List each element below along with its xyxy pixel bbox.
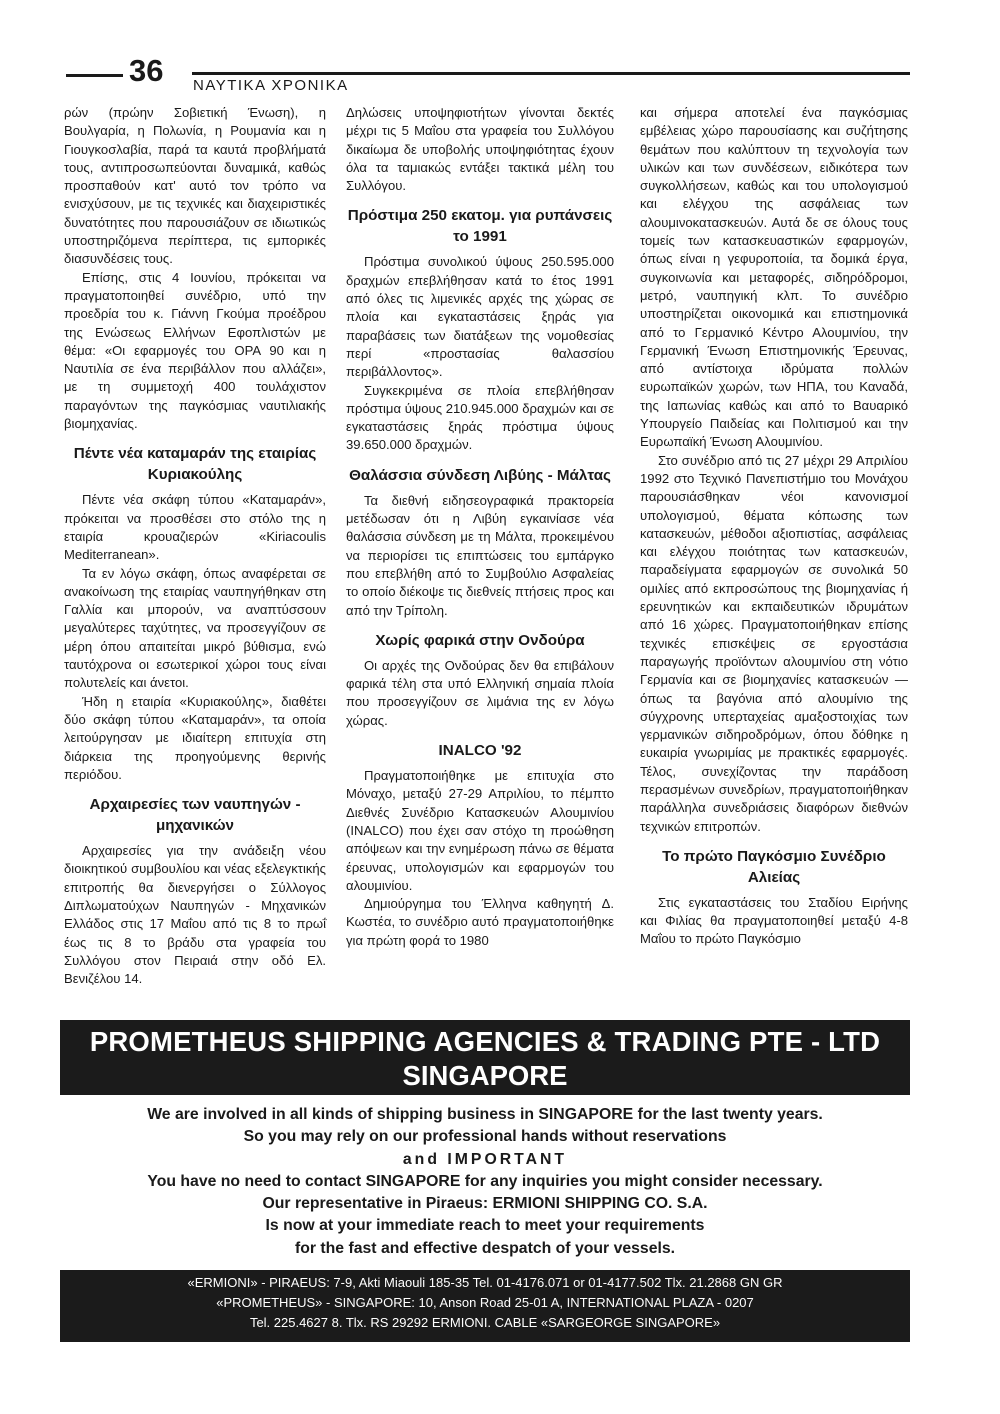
paragraph: Στο συνέδριο από τις 27 μέχρι 29 Απριλίου 1992 στο Τεχνικό Πανεπιστήμιο του Μονάχου παρουσιάσθηκαν νέοι κανονισμοί υπολογισμού, θέματα κόπωσης των κατασκευών, μέθοδοι αξιοπιστίας, ασφάλειας και ελέγχου ποιότητας των κατασκευών, παραδείγματα εφαρμογών σε συνολικά 50 ομιλίες από εκπροσώπους της βιομηχανίας ή ερευνητικών και εκπαιδευτικών ιδρυμάτων από 16 χώρες. Πραγματοποιήθηκαν επίσης τεχνικές επισκέψεις σε εργοστάσια παραγωγής προϊόντων αλουμινίου στη νότιο Γερμανία και σε βιομηχανίες κατασκευών — όπως τα βαγόνια από αλουμίνιο της σύγχρονης υπερταχείας αμαξοστοιχίας των γερμανικών σιδηροδρόμων, όπου δόθηκε η ευκαιρία γνωριμίας με πρακτικές εφαρμογές. Τέλος, συνεχίζοντας την παράδοση περασμένων συνεδρίων, πραγματοποιήθηκαν παράλληλα συνεδριάσεις διαφόρων διεθνών τεχνικών επιτροπών.: [640, 452, 908, 834]
paragraph: ρών (πρώην Σοβιετική Ένωση), η Βουλγαρία, η Πολωνία, η Ρουμανία και η Γιουγκοσλαβία, παρά τα καυτά προβλήματά τους, αντιπροσωπεύονται δυναμικά, καθώς προσπαθούν κατ' αυτό τον τρόπο να ενισχύσουν, με τις τεχνικές και διαχειριστικές δυνατότητες που παρουσιάζουν σε ιδιωτικώς υποστηριζόμενα περίπτερα, τις εμπορικές διασυνδέσεις τους.: [64, 105, 326, 267]
ad-contact-line: «PROMETHEUS» - SINGAPORE: 10, Anson Road 25-01 A, INTERNATIONAL PLAZA - 0207: [216, 1295, 754, 1310]
ad-line: for the fast and effective despatch of your vessels.: [294, 1239, 676, 1257]
column-1: [64, 104, 326, 988]
publication-title: ΝΑΥΤΙΚΑ ΧΡΟΝΙΚΑ: [193, 77, 349, 94]
ad-banner: [60, 1020, 910, 1095]
ad-line: We are involved in all kinds of shipping business in SINGAPORE for the last twenty years.: [147, 1106, 823, 1123]
ad-line: Is now at your immediate reach to meet your requirements: [265, 1217, 705, 1235]
paragraph: Στις εγκαταστάσεις του Σταδίου Ειρήνης και Φιλίας θα πραγματοποιηθεί μεταξύ 4-8 Μαΐου το πρώτο Παγκόσμιο: [640, 894, 908, 947]
paragraph: Τα εν λόγω σκάφη, όπως αναφέρεται σε ανακοίνωση της εταιρίας ναυπηγήθηκαν στη Γαλλία και μπορούν, να αναπτύσσουν μεγαλύτερες ταχύτητες, να προσεγγίζουν σε μέρη όπου απαιτείται μικρό βύθισμα, ενώ ταυτόχρονα οι εσωτερικοί χώροι τους είναι πολυτελείς και άνετοι.: [64, 565, 326, 691]
paragraph: Πραγματοποιήθηκε με επιτυχία στο Μόναχο, μεταξύ 27-29 Απριλίου, το πέμπτο Διεθνές Συνέδριο Κατασκευών Αλουμινίου (INALCO) που έχει σαν στόχο τη προώθηση απόψεων και την ενημέρωση πάνω σε θέματα έρευνας, υπολογισμών και εφαρμογών του αλουμινίου.: [346, 768, 614, 893]
paragraph: Δημιούργημα του Έλληνα καθηγητή Δ. Κωστέα, το συνέδριο αυτό πραγματοποιήθηκε για πρώτη φορά το 1980: [346, 896, 614, 948]
ad-company-name: PROMETHEUS SHIPPING AGENCIES & TRADING PTE - LTD: [89, 1026, 881, 1057]
article-heading: INALCO '92: [438, 742, 522, 760]
article-heading: Πέντε νέα καταμαράν της εταιρίας Κυριακούλης: [73, 445, 317, 484]
paragraph: Ήδη η εταιρία «Κυριακούλης», διαθέτει δύο σκάφη τύπου «Καταμαράν», τα οποία λειτούργησαν με ιδιαίτερη επιτυχία στη διάρκεια της προηγούμενης θερινής περιόδου.: [64, 693, 326, 782]
article-heading: Χωρίς φαρικά στην Ονδούρα: [375, 631, 585, 649]
paragraph: Επίσης, στις 4 Ιουνίου, πρόκειται να πραγματοποιηθεί συνέδριο, υπό την προεδρία του κ. Γιάννη Γκούμα προέδρου της Ενώσεως Ελλήνων Εφοπλιστών με θέμα: «Οι εφαρμογές του OPA 90 και η Ναυτιλία σε ένα περιβάλλον που αλλάζει», με τη συμμετοχή 400 τουλάχιστον παραγόντων της παγκόσμιας ναυτιλιακής βιομηχανίας.: [64, 269, 326, 432]
paragraph: Οι αρχές της Ονδούρας δεν θα επιβάλουν φαρικά τέλη στα υπό Ελληνική σημαία πλοία που προσεγγίζουν σε λιμάνια της εν λόγω χώρας.: [346, 657, 614, 728]
column-3: [640, 104, 908, 949]
article-heading: Θαλάσσια σύνδεση Λιβύης - Μάλτας: [349, 466, 611, 484]
ad-line: So you may rely on our professional hands without reservations: [243, 1128, 727, 1146]
header-rule-right: [192, 72, 910, 75]
header-rule-left: [66, 74, 123, 77]
paragraph: Δηλώσεις υποψηφιοτήτων γίνονται δεκτές μέχρι τις 5 Μαΐου στα γραφεία του Συλλόγου δικαίωμα δε υποβολής υποψηφιότητας έχουν όλα τα ταμιακώς εντάξει τακτικά μέλη του Συλλόγου.: [346, 105, 614, 194]
ad-contact-line: «ERMIONI» - PIRAEUS: 7-9, Akti Miaouli 185-35 Tel. 01-4176.071 or 01-4177.502 Tlx. 21.2868 GN GR: [187, 1275, 783, 1290]
ad-line: You have no need to contact SINGAPORE for any inquiries you might consider necessary.: [147, 1172, 823, 1190]
ad-contact-footer: [60, 1270, 910, 1342]
ad-body: [60, 1104, 910, 1260]
paragraph: Συγκεκριμένα σε πλοία επεβλήθησαν πρόστιμα ύψους 210.945.000 δραχμών και σε εγκαταστάσεις ξηράς πρόστιμα ύψους 39.650.000 δραχμών.: [346, 382, 614, 453]
paragraph: Αρχαιρεσίες για την ανάδειξη νέου διοικητικού συμβουλίου και νέας εξελεγκτικής επιτροπής θα διενεργήσει ο Σύλλογος Διπλωματούχων Ναυπηγών - Μηχανικών Ελλάδος στις 17 Μαΐου από τις 8 το πρωΐ έως τις 8 το βράδυ στα γραφεία του Συλλόγου στον Πειραιά στην οδό Ελ. Βενιζέλου 14.: [64, 843, 326, 987]
page-number: 36: [129, 53, 164, 88]
paragraph: Τα διεθνή ειδησεογραφικά πρακτορεία μετέδωσαν ότι η Λιβύη εγκαινίασε νέα θαλάσσια σύνδεση με τη Μάλτα, προκειμένου να περιορίσει τις επιπτώσεις του εμπάργκο που επεβλήθη από το Συμβούλιο Ασφαλείας το οποίο διέκοψε τις διεθνείς πτήσεις προς και από την Τρίπολη.: [346, 492, 614, 618]
ad-line: Our representative in Piraeus: ERMIONI SHIPPING CO. S.A.: [262, 1195, 708, 1213]
article-heading: Πρόστιμα 250 εκατομ. για ρυπάνσεις το 1991: [347, 207, 613, 246]
ad-company-location: SINGAPORE: [402, 1060, 568, 1091]
article-heading: Αρχαιρεσίες των ναυπηγών - μηχανικών: [89, 796, 301, 835]
paragraph: Πρόστιμα συνολικού ύψους 250.595.000 δραχμών επεβλήθησαν κατά το έτος 1991 από όλες τις λιμενικές αρχές της χώρας σε πλοία και εγκαταστάσεις ξηράς για παραβάσεις των διατάξεων της νομοθεσίας περί «προστασίας θαλασσίου περιβάλλοντος».: [346, 254, 614, 380]
paragraph: Πέντε νέα σκάφη τύπου «Καταμαράν», πρόκειται να προσθέσει στο στόλο της η εταιρία κρουαζιερών «Kiriacoulis Mediterranean».: [64, 492, 326, 563]
ad-contact-line: Tel. 225.4627 8. Tlx. RS 29292 ERMIONI. CABLE «SARGEORGE SINGAPORE»: [249, 1315, 721, 1330]
ad-line: and IMPORTANT: [402, 1150, 568, 1168]
column-2: [346, 104, 614, 950]
article-heading: Το πρώτο Παγκόσμιο Συνέδριο Αλιείας: [662, 847, 886, 886]
paragraph: και σήμερα αποτελεί ένα παγκόσμιας εμβέλειας χώρο παρουσίασης και συζήτησης θεμάτων που καλύπτουν τη τεχνολογία των υλικών και των συνδέσεων, ειδικότερα των συγκολλήσεων, καθώς και του υπολογισμού και ελέγχου της ασφάλειας των αλουμινοκατασκευών. Αυτά δε σε όλους τους τομείς των κατασκευαστικών εφαρμογών, όπως είναι η γεφυροποιία, τα δομικά έργα, συγκοινωνία και μεταφορές, σιδηρόδρομοι, μετρό, ναυπηγική κλπ. Το συνέδριο υποστηρίζεται οικονομικά και επιστημονικά από το Γερμανικό Κέντρο Αλουμινίου, την Γερμανική Ένωση Επιστημονικής Έρευνας, από αντίστοιχα ιδρύματα πολλών ευρωπαϊκών χωρών, των ΗΠΑ, του Καναδά, της Ιαπωνίας καθώς και από το Βαυαρικό Υπουργείο Παιδείας και Πολιτισμού και την Ευρωπαϊκή Ένωση Αλουμινίου.: [640, 105, 908, 450]
